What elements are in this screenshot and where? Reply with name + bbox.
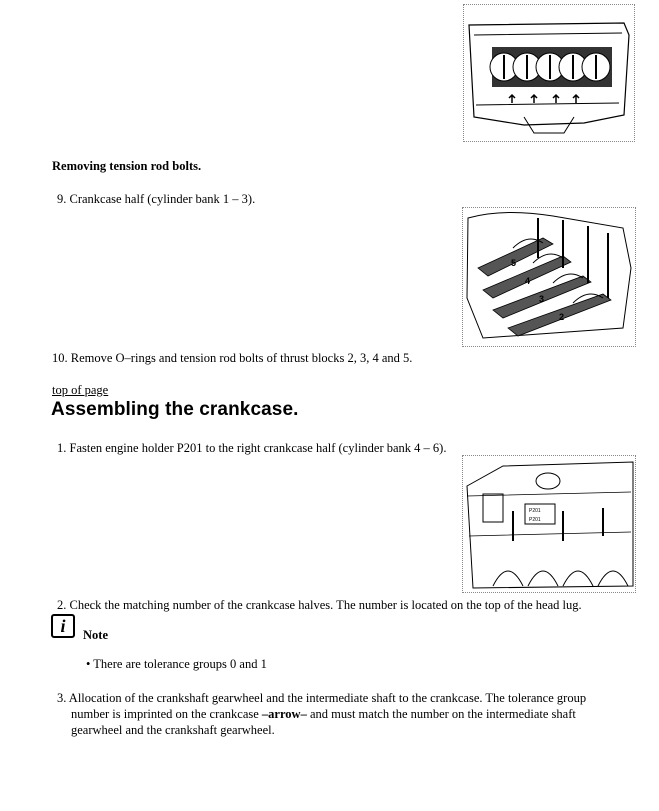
step-3-line-2 — [57, 706, 617, 722]
figure-engine-holder-p201 — [462, 455, 636, 593]
step-2: 2. Check the matching number of the crankcase halves. The number is located on the top of the head lug. — [57, 598, 582, 612]
fig3-label-p201-a: P201 — [529, 508, 541, 514]
step-3-line-3: gearwheel and the crankshaft gearwheel. — [71, 723, 275, 737]
step-3-line-2-pre: number is imprinted on the crankcase — [71, 707, 262, 721]
engine-holder-illustration — [463, 456, 635, 592]
fig2-label-4: 4 — [525, 276, 531, 286]
fig3-label-p201-b: P201 — [529, 517, 541, 523]
fig2-label-5: 5 — [511, 258, 517, 268]
arrow-reference: –arrow– — [261, 707, 307, 721]
step-3-line-1: 3. Allocation of the crankshaft gearwheel and the intermediate shaft to the crankcase. The tolerance group — [57, 691, 587, 705]
bullet-text: There are tolerance groups 0 and 1 — [93, 657, 267, 671]
heading-removing-tension-rod-bolts: Removing tension rod bolts. — [52, 159, 202, 173]
crankcase-top-illustration — [464, 5, 634, 141]
step-3-line-2-post: and must match the number on the intermediate shaft — [306, 707, 576, 721]
bullet-dot-icon: • — [86, 657, 91, 671]
fig2-label-3: 3 — [539, 294, 545, 304]
note-label: Note — [83, 628, 108, 642]
step-9: 9. Crankcase half (cylinder bank 1 – 3). — [57, 192, 256, 206]
figure-crankcase-half-bank-1-3 — [462, 207, 636, 347]
figure-crankcase-top — [463, 4, 635, 142]
crankcase-half-illustration — [463, 208, 635, 346]
step-10: 10. Remove O–rings and tension rod bolts of thrust blocks 2, 3, 4 and 5. — [52, 351, 413, 365]
info-icon: i — [51, 614, 75, 638]
bullet-item — [86, 656, 267, 672]
fig2-label-2: 2 — [559, 312, 565, 322]
top-of-page-link[interactable]: top of page — [52, 383, 109, 397]
step-1: 1. Fasten engine holder P201 to the right crankcase half (cylinder bank 4 – 6). — [57, 441, 447, 455]
step-3 — [57, 690, 617, 738]
section-title: Assembling the crankcase. — [51, 399, 299, 420]
